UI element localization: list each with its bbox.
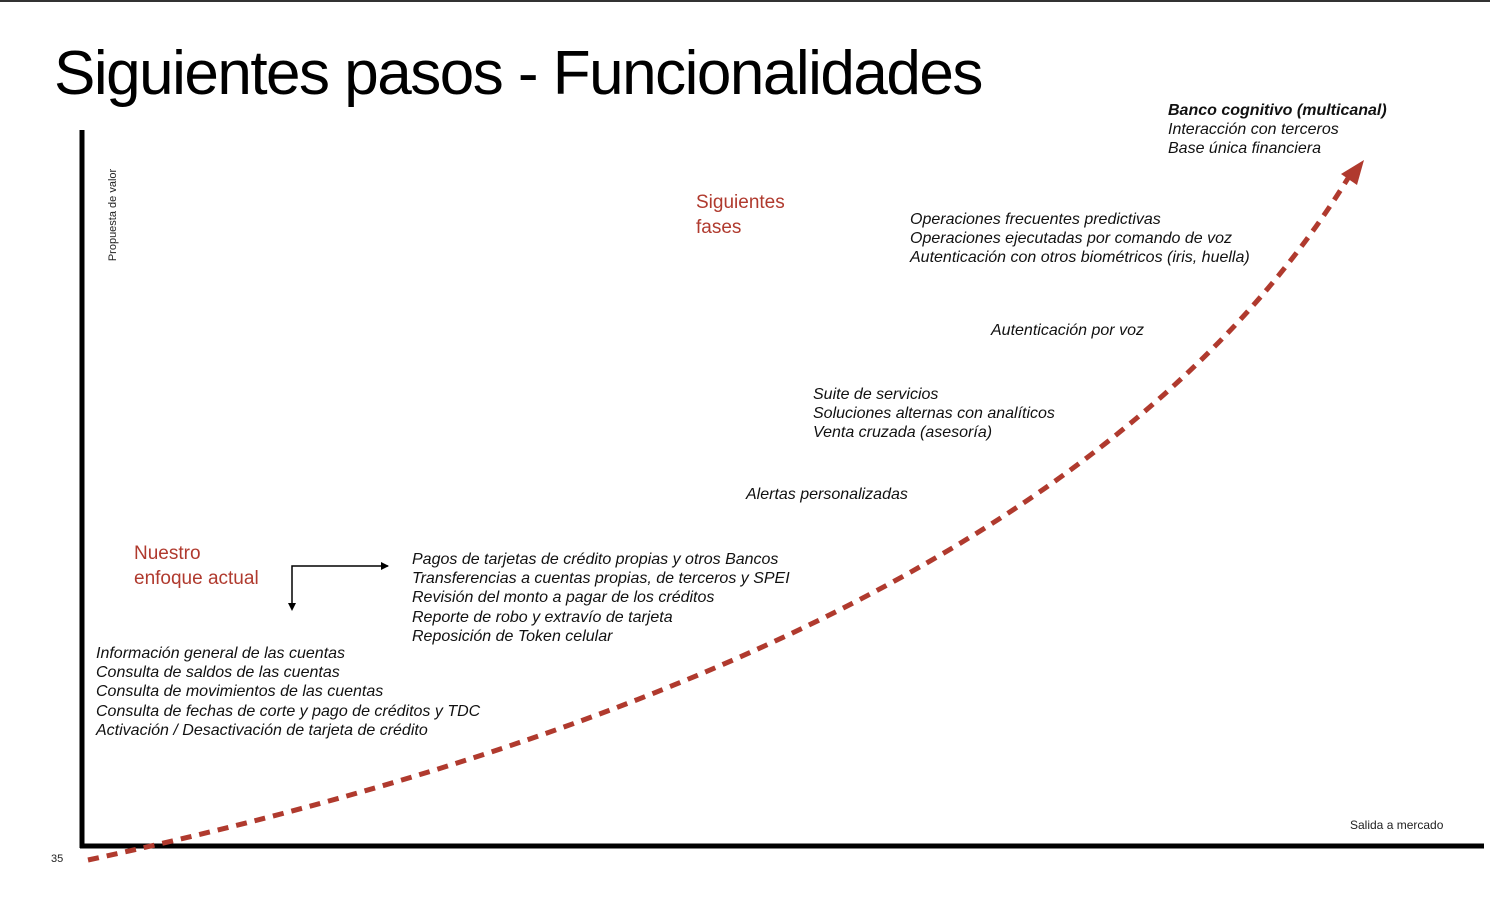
feature-item: Consulta de fechas de corte y pago de créditos y TDC [96,702,481,720]
feature-item: Información general de las cuentas [96,645,346,662]
current-focus-line: Nuestro [134,543,201,564]
voice-features-list [991,321,1144,340]
suite-features-list [813,385,1055,443]
growth-curve [88,175,1350,860]
current-focus-line: enfoque actual [134,567,259,589]
focus-connector-arrow [292,566,388,607]
focus-down-arrowhead [288,603,296,611]
next-phases-line: Siguientes [696,192,785,213]
basic-features-list [96,644,480,740]
feature-item: Operaciones frecuentes predictivas [910,211,1161,228]
feature-item: Operaciones ejecutadas por comando de voz [910,230,1232,248]
feature-item: Suite de servicios [813,386,939,403]
feature-item: Revisión del monto a pagar de los créditos [412,589,715,607]
current-focus-label [134,542,259,591]
feature-item: Alertas personalizadas [746,486,908,503]
x-axis-label: Salida a mercado [1350,818,1444,832]
feature-item: Pagos de tarjetas de crédito propias y otros Bancos [412,551,779,568]
feature-item: Venta cruzada (asesoría) [813,424,993,442]
feature-item: Interacción con terceros [1168,121,1339,139]
page-title: Siguientes pasos - Funcionalidades [54,39,982,108]
y-axis-label: Propuesta de valor [107,168,119,262]
predictive-features-list [910,210,1250,268]
feature-item: Base única financiera [1168,140,1321,158]
alerts-features-list [746,485,908,504]
feature-item: Autenticación por voz [991,322,1144,339]
feature-item: Reporte de robo y extravío de tarjeta [412,608,673,626]
feature-item: Consulta de saldos de las cuentas [96,664,340,682]
current-features-list [412,550,790,646]
feature-item: Consulta de movimientos de las cuentas [96,683,384,701]
page-number: 35 [51,853,64,865]
feature-item: Transferencias a cuentas propias, de terceros y SPEI [412,570,790,588]
next-phases-label [696,191,785,240]
cognitive-features-list [1168,101,1387,159]
feature-item: Reposición de Token celular [412,627,613,645]
cognitive-title: Banco cognitivo (multicanal) [1168,102,1387,119]
feature-item: Autenticación con otros biométricos (iris, huella) [910,249,1250,267]
feature-item: Activación / Desactivación de tarjeta de crédito [96,721,428,739]
feature-item: Soluciones alternas con analíticos [813,405,1055,423]
next-phases-line: fases [696,216,742,238]
